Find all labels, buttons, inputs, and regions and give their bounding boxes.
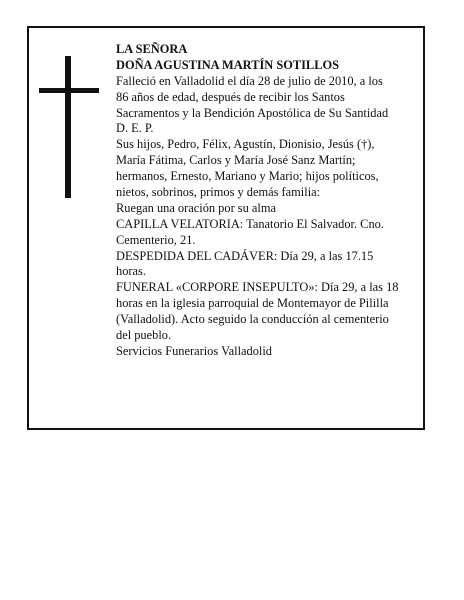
text-line: Ruegan una oración por su alma bbox=[116, 200, 276, 215]
funeral-info bbox=[116, 280, 428, 344]
notice-text bbox=[116, 42, 428, 360]
deceased-name: DOÑA AGUSTINA MARTÍN SOTILLOS bbox=[116, 57, 339, 72]
text-line: María Fátima, Carlos y María José Sanz Martín; bbox=[116, 153, 356, 168]
death-announcement bbox=[116, 74, 428, 138]
text-line: FUNERAL «CORPORE INSEPULTO»: Día 29, a las 18 bbox=[116, 280, 399, 295]
farewell-info bbox=[116, 249, 428, 281]
text-line: nietos, sobrinos, primos y demás familia: bbox=[116, 185, 321, 200]
funeral-home bbox=[116, 344, 428, 360]
text-line: Sus hijos, Pedro, Félix, Agustín, Dionisio, Jesús (†), bbox=[116, 137, 375, 152]
text-line: D. E. P. bbox=[116, 121, 154, 136]
text-line: Sacramentos y la Bendición Apostólica de Su Santidad bbox=[116, 105, 389, 120]
text-line: horas en la iglesia parroquial de Montemayor de Pililla bbox=[116, 296, 389, 311]
text-line: Cementerio, 21. bbox=[116, 232, 196, 247]
cross-vertical-bar bbox=[65, 56, 71, 198]
text-line: Falleció en Valladolid el día 28 de julio de 2010, a los bbox=[116, 73, 383, 88]
text-line: horas. bbox=[116, 264, 146, 279]
chapel-info bbox=[116, 217, 428, 249]
text-line: del pueblo. bbox=[116, 328, 172, 343]
text-line: (Valladolid). Acto seguido la conducción al cementerio bbox=[116, 312, 389, 327]
text-line: DESPEDIDA DEL CADÁVER: Día 29, a las 17.15 bbox=[116, 248, 374, 263]
notice-heading: LA SEÑORA bbox=[116, 42, 188, 56]
latin-cross-icon bbox=[39, 56, 99, 198]
obituary-notice bbox=[27, 26, 425, 430]
text-line: CAPILLA VELATORIA: Tanatorio El Salvador. Cno. bbox=[116, 216, 384, 231]
text-line: 86 años de edad, después de recibir los Santos bbox=[116, 89, 345, 104]
family-list bbox=[116, 137, 428, 201]
text-line: hermanos, Ernesto, Mariano y Mario; hijos políticos, bbox=[116, 169, 379, 184]
cross-horizontal-bar bbox=[39, 88, 99, 93]
text-line: Servicios Funerarios Valladolid bbox=[116, 343, 273, 358]
prayer-request bbox=[116, 201, 428, 217]
